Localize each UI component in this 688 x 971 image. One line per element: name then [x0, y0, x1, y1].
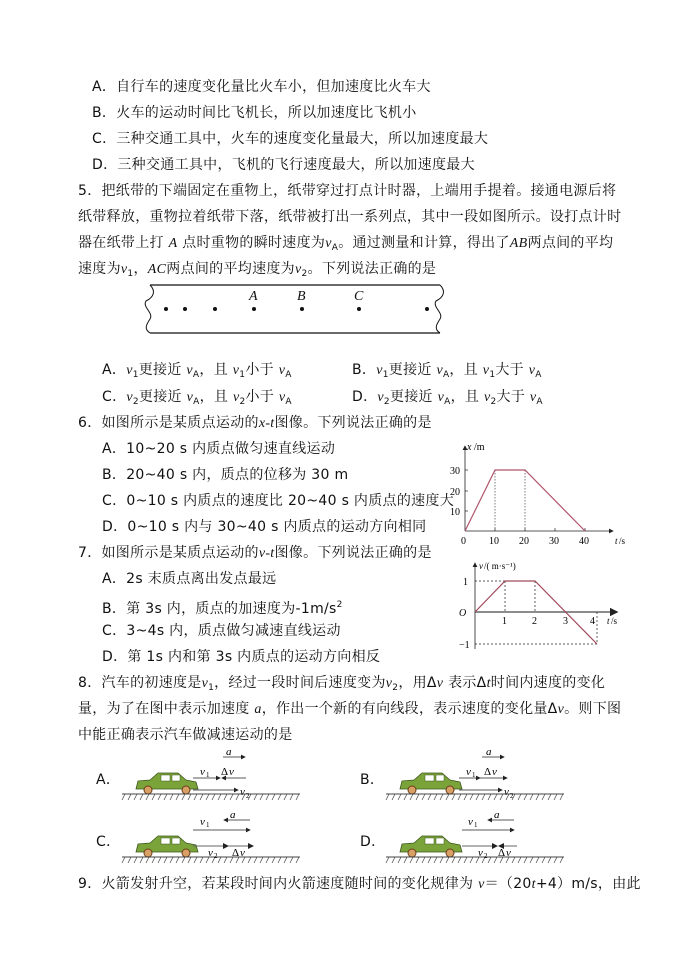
q8-stem-line2: 量，为了在图中表示加速度 a，作出一个新的有向线段，表示速度的变化量Δv。则下图 [78, 701, 622, 717]
svg-text:v: v [208, 847, 213, 859]
svg-text:v: v [506, 847, 511, 859]
q7-option-c: C．3~4s 内，质点做匀减速直线运动 [102, 623, 341, 639]
svg-text:3: 3 [563, 616, 568, 627]
svg-text:1: 1 [206, 771, 210, 779]
svg-text:Δ: Δ [221, 766, 229, 778]
svg-text:2: 2 [246, 792, 250, 800]
svg-text:−1: −1 [459, 640, 470, 651]
svg-text:/( m·s⁻¹): /( m·s⁻¹) [484, 561, 516, 571]
svg-text:/m: /m [474, 442, 485, 453]
car-icon [136, 836, 198, 857]
svg-text:v: v [200, 766, 205, 778]
svg-text:v: v [478, 847, 483, 859]
svg-text:v: v [468, 816, 473, 828]
svg-text:20: 20 [450, 487, 460, 498]
q8-figure-d [382, 808, 592, 870]
svg-text:v: v [240, 847, 245, 859]
car-icon [400, 836, 462, 857]
q8-figure-c [118, 808, 328, 870]
paper-tape-figure [140, 283, 450, 335]
car-icon [136, 773, 198, 794]
q8-choice-c-label: C． [96, 834, 121, 850]
svg-text:0: 0 [461, 536, 466, 546]
svg-text:a: a [226, 746, 232, 758]
q6-option-d: D．0~10 s 内与 30~40 s 内质点的运动方向相同 [102, 519, 427, 535]
svg-text:a: a [486, 746, 492, 758]
svg-text:40: 40 [579, 536, 589, 546]
svg-text:2: 2 [214, 852, 218, 860]
svg-text:2: 2 [510, 792, 514, 800]
q8-choice-a-label: A． [96, 772, 121, 788]
svg-text:v: v [492, 766, 497, 778]
svg-text:v: v [229, 766, 234, 778]
q7-option-b: B．第 3s 内，质点的加速度为$-1m/s^2$ [102, 600, 343, 617]
q8-choice-d-label: D． [360, 834, 386, 850]
vt-chart [445, 557, 625, 652]
svg-text:x: x [467, 442, 472, 453]
q5-option-d: D．$v_2$更接近 $v_A$，且 $v_2$大于 $v_A$ [352, 389, 543, 407]
tape-label-b: B [297, 289, 306, 304]
q7-stem: 7．如图所示是某质点运动的v-t图像。下列说法正确的是 [78, 545, 432, 561]
svg-text:1: 1 [474, 821, 478, 829]
svg-text:2: 2 [532, 616, 537, 627]
q6-stem: 6．如图所示是某质点运动的x-t图像。下列说法正确的是 [78, 415, 432, 431]
svg-text:/s: /s [619, 536, 625, 546]
svg-text:/s: /s [611, 616, 618, 626]
svg-text:v: v [240, 786, 245, 798]
svg-text:t: t [615, 536, 618, 546]
q4-option-c: C．三种交通工具中，火车的速度变化量最大，所以加速度最大 [92, 131, 489, 147]
svg-text:1: 1 [472, 771, 476, 779]
tape-label-a: A [249, 289, 258, 304]
svg-text:v: v [200, 816, 205, 828]
q8-figure-b [382, 745, 592, 807]
svg-text:2: 2 [484, 852, 488, 860]
q8-stem-line1: 8．汽车的初速度是$v_1$，经过一段时间后速度变为$v_2$，用Δv 表示Δt时间内速度的变化 [78, 675, 606, 693]
svg-text:10: 10 [450, 507, 460, 518]
q5-option-b: B．$v_1$更接近 $v_A$，且 $v_1$大于 $v_A$ [352, 362, 542, 380]
q7-option-d: D．第 1s 内和第 3s 内质点的运动方向相反 [102, 649, 381, 665]
q7-option-a: A．2s 末质点离出发点最远 [102, 571, 277, 587]
tape-dots [164, 307, 429, 311]
svg-text:v: v [466, 766, 471, 778]
q8-choice-b-label: B． [360, 772, 385, 788]
xt-chart [445, 438, 625, 546]
svg-text:1: 1 [206, 821, 210, 829]
q5-option-c: C．$v_2$更接近 $v_A$，且 $v_2$小于 $v_A$ [102, 389, 292, 407]
q8-stem-line3: 中能正确表示汽车做减速运动的是 [78, 727, 293, 743]
q8-figure-a [118, 745, 328, 807]
svg-text:1: 1 [502, 616, 507, 627]
q6-option-a: A．10~20 s 内质点做匀速直线运动 [102, 441, 336, 457]
svg-text:Δ: Δ [484, 766, 492, 778]
q5-stem-line3: 器在纸带上打 A 点时重物的瞬时速度为$v_A$。通过测量和计算，得出了AB两点间的平均 [78, 235, 614, 253]
svg-text:v: v [504, 786, 509, 798]
q4-option-d: D．三种交通工具中，飞机的飞行速度最大，所以加速度最大 [92, 157, 475, 173]
q6-option-b: B．20~40 s 内，质点的位移为 30 m [102, 467, 349, 483]
q5-stem-line1: 5．把纸带的下端固定在重物上，纸带穿过打点计时器，上端用手提着。接通电源后将 [78, 183, 617, 199]
q4-option-b: B．火车的运动时间比飞机长，所以加速度比飞机小 [92, 105, 417, 121]
svg-text:10: 10 [489, 536, 499, 546]
q5-stem-line4: 速度为$v_1$，AC两点间的平均速度为$v_2$。下列说法正确的是 [78, 261, 437, 279]
svg-text:30: 30 [549, 536, 559, 546]
svg-text:a: a [230, 809, 236, 821]
svg-text:30: 30 [450, 466, 460, 477]
q4-option-a: A．自行车的速度变化量比火车小，但加速度比火车大 [92, 79, 431, 95]
tape-label-c: C [354, 289, 364, 304]
svg-text:v: v [479, 561, 483, 571]
q5-option-a: A．$v_1$更接近 $v_A$，且 $v_1$小于 $v_A$ [102, 362, 292, 380]
svg-text:a: a [494, 809, 500, 821]
svg-text:Δ: Δ [498, 847, 506, 859]
svg-text:t: t [607, 616, 610, 626]
svg-text:O: O [459, 608, 467, 619]
q9-stem: 9．火箭发射升空，若某段时间内火箭速度随时间的变化规律为 v＝（20t+4）m/s，由此 [78, 876, 641, 892]
q6-option-c: C．0~10 s 内质点的速度比 20~40 s 内质点的速度大 [102, 493, 455, 509]
svg-text:20: 20 [519, 536, 529, 546]
svg-text:1: 1 [463, 577, 468, 588]
car-icon [400, 773, 462, 794]
svg-text:Δ: Δ [232, 847, 240, 859]
q5-stem-line2: 纸带释放，重物拉着纸带下落，纸带被打出一系列点，其中一段如图所示。设打点计时 [78, 209, 622, 225]
svg-text:4: 4 [590, 616, 595, 627]
